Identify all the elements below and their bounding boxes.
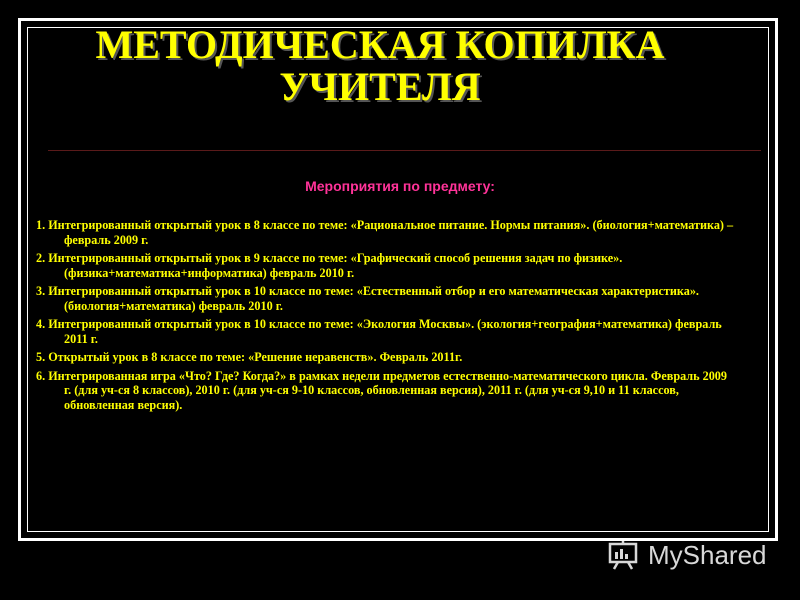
presentation-board-icon (608, 540, 642, 570)
list-item-text: Интегрированный открытый урок в 9 классе по теме: «Графический способ решения задач по физике». (физика+математика+информатика) февраль 2010 г. (48, 251, 623, 280)
list-item (36, 284, 736, 313)
list-item-number: 3. (36, 284, 46, 298)
list-item-number: 2. (36, 251, 46, 265)
list-item-number: 4. (36, 317, 46, 331)
watermark (608, 537, 767, 573)
list-item-number: 1. (36, 218, 46, 232)
list-item-text: Интегрированная игра «Что? Где? Когда?» в рамках недели предметов естественно-математического цикла. Февраль 2009 г. (для уч-ся 8 классов), 2010 г. (для уч-ся 9-10 классов, обновленная версия), 2011 г. (для уч-ся 9,10 и 11 классов, обновленная версия). (48, 368, 727, 412)
slide-title-line2: УЧИТЕЛЯ (279, 64, 481, 109)
list-item (36, 317, 736, 346)
events-list (36, 218, 736, 416)
list-item-text: Открытый урок в 8 классе по теме: «Решение неравенств». Февраль 2011г. (48, 350, 463, 364)
list-item (36, 350, 736, 365)
list-item-text: Интегрированный открытый урок в 10 классе по теме: «Естественный отбор и его математическая характеристика». (биология+математика) февраль 2010 г. (48, 284, 699, 313)
list-item-text: Интегрированный открытый урок в 10 классе по теме: «Экология Москвы». (экология+география+математика) февраль 2011 г. (48, 317, 722, 346)
list-item (36, 251, 736, 280)
list-item-number: 5. (36, 350, 46, 364)
list-item (36, 218, 736, 247)
list-item (36, 369, 736, 413)
title-divider (48, 150, 761, 151)
slide-subtitle: Мероприятия по предмету: (305, 178, 495, 194)
watermark-text: MyShared (648, 539, 767, 570)
slide-title-line1: МЕТОДИЧЕСКАЯ КОПИЛКА (95, 22, 665, 67)
slide-title (0, 24, 760, 108)
list-item-text: Интегрированный открытый урок в 8 классе по теме: «Рациональное питание. Нормы питания». (биология+математика) – февраль 2009 г. (48, 218, 734, 247)
list-item-number: 6. (36, 368, 46, 383)
